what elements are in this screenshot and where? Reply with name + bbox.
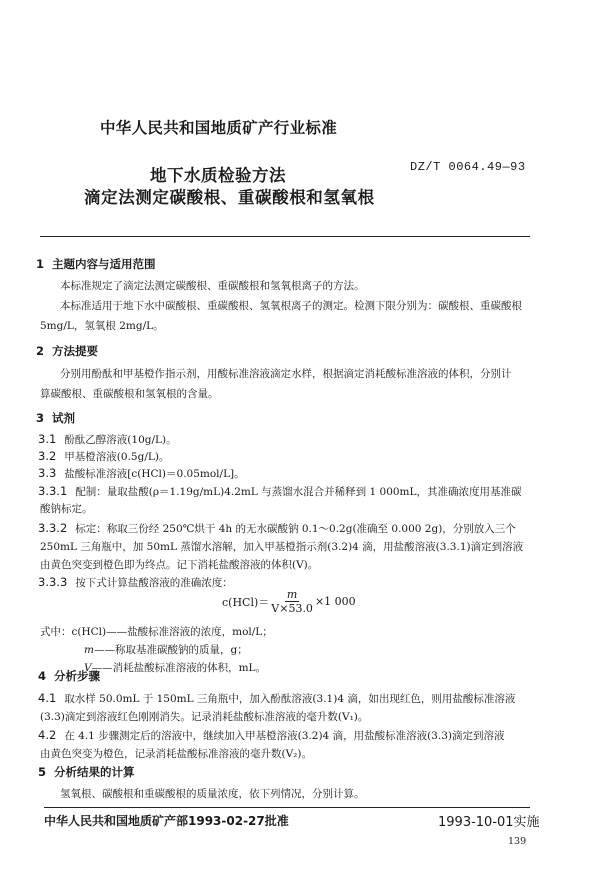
clause-3-1: 3.1 酚酞乙醇溶液(10g/L)。 <box>38 432 177 446</box>
footer-divider <box>44 807 530 808</box>
formula-numerator: m <box>286 588 298 601</box>
approval-line: 中华人民共和国地质矿产部1993-02-27批准 <box>44 814 289 828</box>
page-number: 139 <box>508 836 527 847</box>
clause-3-3-1-cont: 酸钠标定。 <box>40 503 93 515</box>
formula-denominator: V×53.0 <box>271 602 313 615</box>
clause-3-3-2: 3.3.2 标定：称取三份经 250℃烘干 4h 的无水碳酸钠 0.1～0.2g(准确至 0.000 2g)，分别放入三个 <box>38 521 516 535</box>
section-number: 4 <box>38 669 47 683</box>
section-number: 2 <box>36 344 45 358</box>
paragraph: 本标准适用于地下水中碳酸根、重碳酸根、氢氧根离子的测定。检测下限分别为：碳酸根、重碳酸根 <box>60 300 522 312</box>
section-title: 试剂 <box>52 411 76 425</box>
section-5-heading <box>38 764 135 780</box>
clause-4-2: 4.2 在 4.1 步骤测定后的溶液中，继续加入甲基橙溶液(3.2)4 滴，用盐酸标准溶液(3.3)滴定到溶液 <box>38 728 505 742</box>
section-title: 主题内容与适用范围 <box>52 257 156 271</box>
section-title: 方法提要 <box>52 344 99 358</box>
section-2-heading <box>36 343 98 359</box>
clause-3-2: 3.2 甲基橙溶液(0.5g/L)。 <box>38 449 170 463</box>
where-line-1: 式中：c(HCl)——盐酸标准溶液的浓度，mol/L； <box>40 626 273 638</box>
clause-3-3-2-cont: 250mL 三角瓶中，加 50mL 蒸馏水溶解，加入甲基橙指示剂(3.2)4 滴，用盐酸溶液(3.3.1)滴定到溶液 <box>40 541 524 553</box>
issuer-heading: 中华人民共和国地质矿产行业标准 <box>100 119 338 137</box>
paragraph: 分别用酚酞和甲基橙作指示剂，用酸标准溶液滴定水样，根据滴定消耗酸标准溶液的体积，分别计 <box>60 368 512 380</box>
clause-4-1-cont: (3.3)滴定到溶液红色刚刚消失。记录消耗盐酸标准溶液的毫升数(V₁)。 <box>40 711 369 723</box>
section-4-heading <box>38 668 100 684</box>
paragraph: 本标准规定了滴定法测定碳酸根、重碳酸根和氢氧根离子的方法。 <box>60 280 365 292</box>
clause-3-3-1: 3.3.1 配制：量取盐酸(ρ＝1.19g/mL)4.2mL 与蒸馏水混合并稀释到 1 000mL，其准确浓度用基准碳 <box>38 484 522 498</box>
section-number: 3 <box>36 411 45 425</box>
section-title: 分析结果的计算 <box>54 765 135 779</box>
concentration-formula <box>222 588 356 615</box>
section-3-heading <box>36 410 75 426</box>
clause-3-3-3: 3.3.3 按下式计算盐酸溶液的准确浓度： <box>38 575 233 589</box>
clause-4-2-cont: 由黄色突变为橙色，记录消耗盐酸标准溶液的毫升数(V₂)。 <box>40 748 312 760</box>
implementation-date: 1993-10-01实施 <box>438 815 540 830</box>
document-title-line2: 滴定法测定碳酸根、重碳酸根和氢氧根 <box>84 188 375 207</box>
header-divider <box>40 236 530 237</box>
paragraph: 5mg/L，氢氧根 2mg/L。 <box>40 320 164 332</box>
standard-number: DZ/T 0064.49—93 <box>410 160 526 174</box>
section-number: 5 <box>38 765 47 779</box>
clause-3-3: 3.3 盐酸标准溶液[c(HCl)＝0.05mol/L]。 <box>38 466 245 480</box>
paragraph: 氢氧根、碳酸根和重碳酸根的质量浓度，依下列情况，分别计算。 <box>60 788 365 800</box>
section-title: 分析步骤 <box>54 669 101 683</box>
formula-rhs: ×1 000 <box>314 595 356 608</box>
clause-4-1: 4.1 取水样 50.0mL 于 150mL 三角瓶中，加入酚酞溶液(3.1)4 滴，如出现红色，则用盐酸标准溶液 <box>38 691 516 705</box>
formula-fraction <box>271 588 313 615</box>
section-number: 1 <box>36 257 45 271</box>
where-line-3: V——消耗盐酸标准溶液的体积，mL。 <box>84 662 267 674</box>
where-line-2: m——称取基准碳酸钠的质量，g； <box>84 644 248 656</box>
clause-3-3-2-cont2: 由黄色突变到橙色即为终点。记下消耗盐酸溶液的体积(V)。 <box>40 559 319 571</box>
formula-lhs: c(HCl)＝ <box>222 595 270 609</box>
section-1-heading <box>36 256 156 272</box>
paragraph: 算碳酸根、重碳酸根和氢氧根的含量。 <box>40 388 219 400</box>
document-title-line1: 地下水质检验方法 <box>150 166 286 185</box>
